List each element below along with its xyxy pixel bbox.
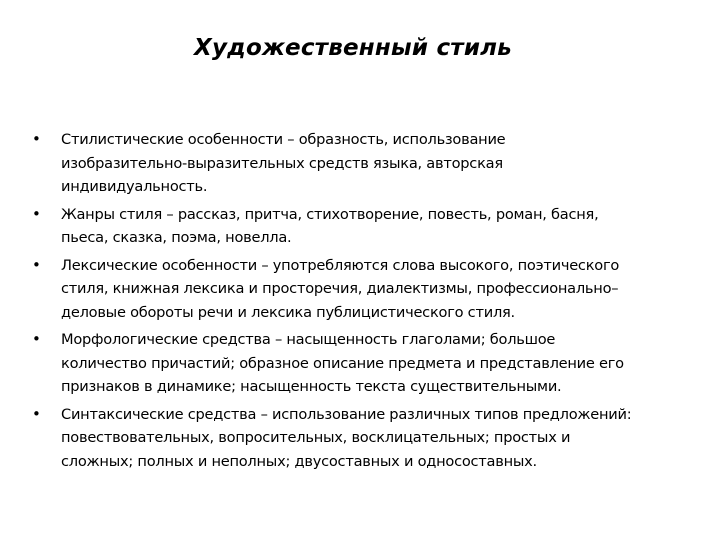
bullet-list bbox=[32, 128, 686, 477]
bullet-text-line: Стилистические особенности – образность, использование bbox=[61, 131, 506, 148]
bullet-item bbox=[32, 328, 686, 399]
bullet-dot-icon: • bbox=[32, 404, 41, 423]
bullet-item bbox=[32, 254, 686, 325]
bullet-text-line: сложных; полных и неполных; двусоставных и односоставных. bbox=[61, 452, 537, 470]
bullet-text-line: Синтаксические средства – использование различных типов предложений: bbox=[61, 405, 632, 423]
bullet-text-line: деловые обороты речи и лексика публицистического стиля. bbox=[61, 303, 515, 321]
bullet-dot-icon: • bbox=[32, 330, 41, 348]
bullet-text-line: стиля, книжная лексика и просторечия, диалектизмы, профессионально– bbox=[61, 280, 619, 297]
bullet-text-line: изобразительно-выразительных средств языка, авторская bbox=[61, 154, 503, 172]
bullet-text-line: повествовательных, вопросительных, восклицательных; простых и bbox=[61, 429, 571, 446]
bullet-item bbox=[32, 128, 686, 199]
bullet-text-line: индивидуальность. bbox=[61, 178, 208, 195]
bullet-dot-icon: • bbox=[32, 255, 41, 274]
bullet-text-line: Лексические особенности – употребляются слова высокого, поэтического bbox=[61, 256, 620, 274]
bullet-text-line: Морфологические средства – насыщенность глаголами; большое bbox=[61, 331, 556, 348]
bullet-item bbox=[32, 203, 686, 250]
bullet-text-line: признаков в динамике; насыщенность текста существительными. bbox=[61, 378, 562, 395]
bullet-dot-icon: • bbox=[32, 130, 41, 148]
slide-title: Художественный стиль bbox=[194, 35, 512, 61]
bullet-text-line: количество причастий; образное описание предмета и представление его bbox=[61, 354, 624, 372]
bullet-item bbox=[32, 403, 686, 474]
bullet-dot-icon: • bbox=[32, 204, 41, 223]
bullet-text-line: пьеса, сказка, поэма, новелла. bbox=[61, 229, 292, 246]
bullet-text-line: Жанры стиля – рассказ, притча, стихотворение, повесть, роман, басня, bbox=[61, 205, 599, 223]
